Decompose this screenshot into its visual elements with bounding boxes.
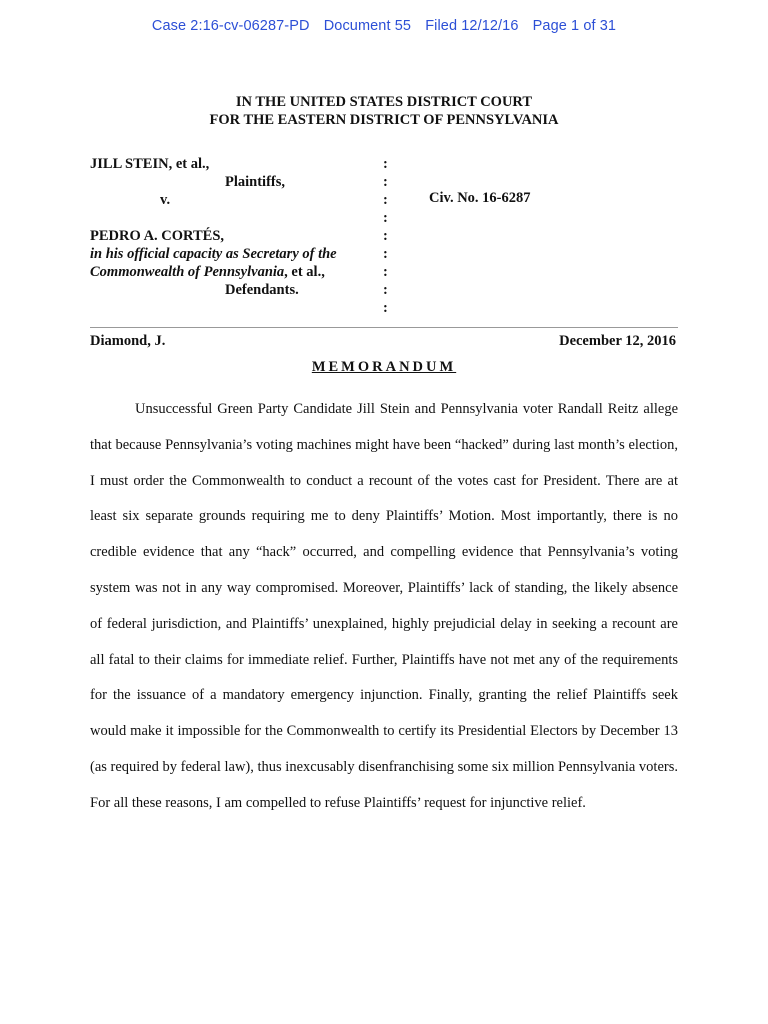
- case-number: Case 2:16-cv-06287-PD: [151, 18, 310, 34]
- caption-colon: :: [383, 192, 388, 208]
- memorandum-title: MEMORANDUM: [311, 359, 457, 375]
- caption-colon: :: [383, 264, 388, 280]
- body-paragraph: Unsuccessful Green Party Candidate Jill Stein and Pennsylvania voter Randall Reitz allege that because Pennsylvania’s voting machines might have been “hacked” during last month’s election, I must order the Commonwealth to conduct a recount of the votes cast for President. There are at least six separate grounds requiring me to deny Plaintiffs’ Motion. Most importantly, there is no credible evidence that any “hack” occurred, and compelling evidence that Pennsylvania’s voting system was not in any way compromised. Moreover, Plaintiffs’ lack of standing, the likely absence of federal jurisdiction, and Plaintiffs’ unexplained, highly prejudicial delay in seeking a recount are all fatal to their claims for immediate relief. Further, Plaintiffs have not met any of the requirements for the issuance of a mandatory emergency injunction. Finally, granting the relief Plaintiffs seek would make it impossible for the Commonwealth to certify its Presidential Electors by December 13 (as required by federal law), thus inexcusably disenfranchising some six million Pennsylvania voters. For all these reasons, I am compelled to refuse Plaintiffs’ request for injunctive relief.: [90, 401, 678, 811]
- defendant-capacity-line-2: [90, 263, 380, 281]
- defendant-name: PEDRO A. CORTÉS,: [90, 228, 225, 244]
- defendant-role: Defendants.: [225, 282, 299, 298]
- plaintiff-role: Plaintiffs,: [225, 174, 286, 190]
- caption-divider: [90, 327, 678, 328]
- caption-colon: :: [383, 246, 388, 262]
- caption-spacer: [90, 209, 380, 227]
- defendant-capacity-suffix: , et al.,: [284, 264, 325, 280]
- caption-colon: :: [383, 282, 388, 298]
- civil-case-number: Civ. No. 16-6287: [429, 190, 531, 206]
- judge-date-line: [90, 333, 676, 350]
- judge-name: Diamond, J.: [90, 333, 166, 349]
- caption-colon: :: [383, 210, 388, 226]
- versus: v.: [160, 192, 171, 208]
- page-indicator: Page 1 of 31: [532, 18, 617, 34]
- caption-colon: :: [383, 300, 388, 316]
- caption-colon: :: [383, 156, 388, 172]
- court-heading-line-1: IN THE UNITED STATES DISTRICT COURT: [235, 94, 533, 110]
- document-number: Document 55: [323, 18, 412, 34]
- caption-colon-column: [383, 155, 393, 317]
- decision-date: December 12, 2016: [559, 333, 676, 349]
- ecf-header-stamp: [0, 18, 768, 34]
- caption-colon: :: [383, 174, 388, 190]
- caption-colon: :: [383, 228, 388, 244]
- court-heading: [0, 93, 768, 129]
- defendant-capacity-line-1: in his official capacity as Secretary of the: [90, 246, 337, 262]
- court-heading-line-2: FOR THE EASTERN DISTRICT OF PENNSYLVANIA: [209, 112, 559, 128]
- caption-parties: [90, 155, 380, 299]
- memorandum-body: [90, 392, 678, 822]
- defendant-capacity-commonwealth: Commonwealth of Pennsylvania: [90, 264, 285, 280]
- plaintiff-name: JILL STEIN, et al.,: [90, 156, 210, 172]
- filed-date: Filed 12/12/16: [425, 18, 519, 34]
